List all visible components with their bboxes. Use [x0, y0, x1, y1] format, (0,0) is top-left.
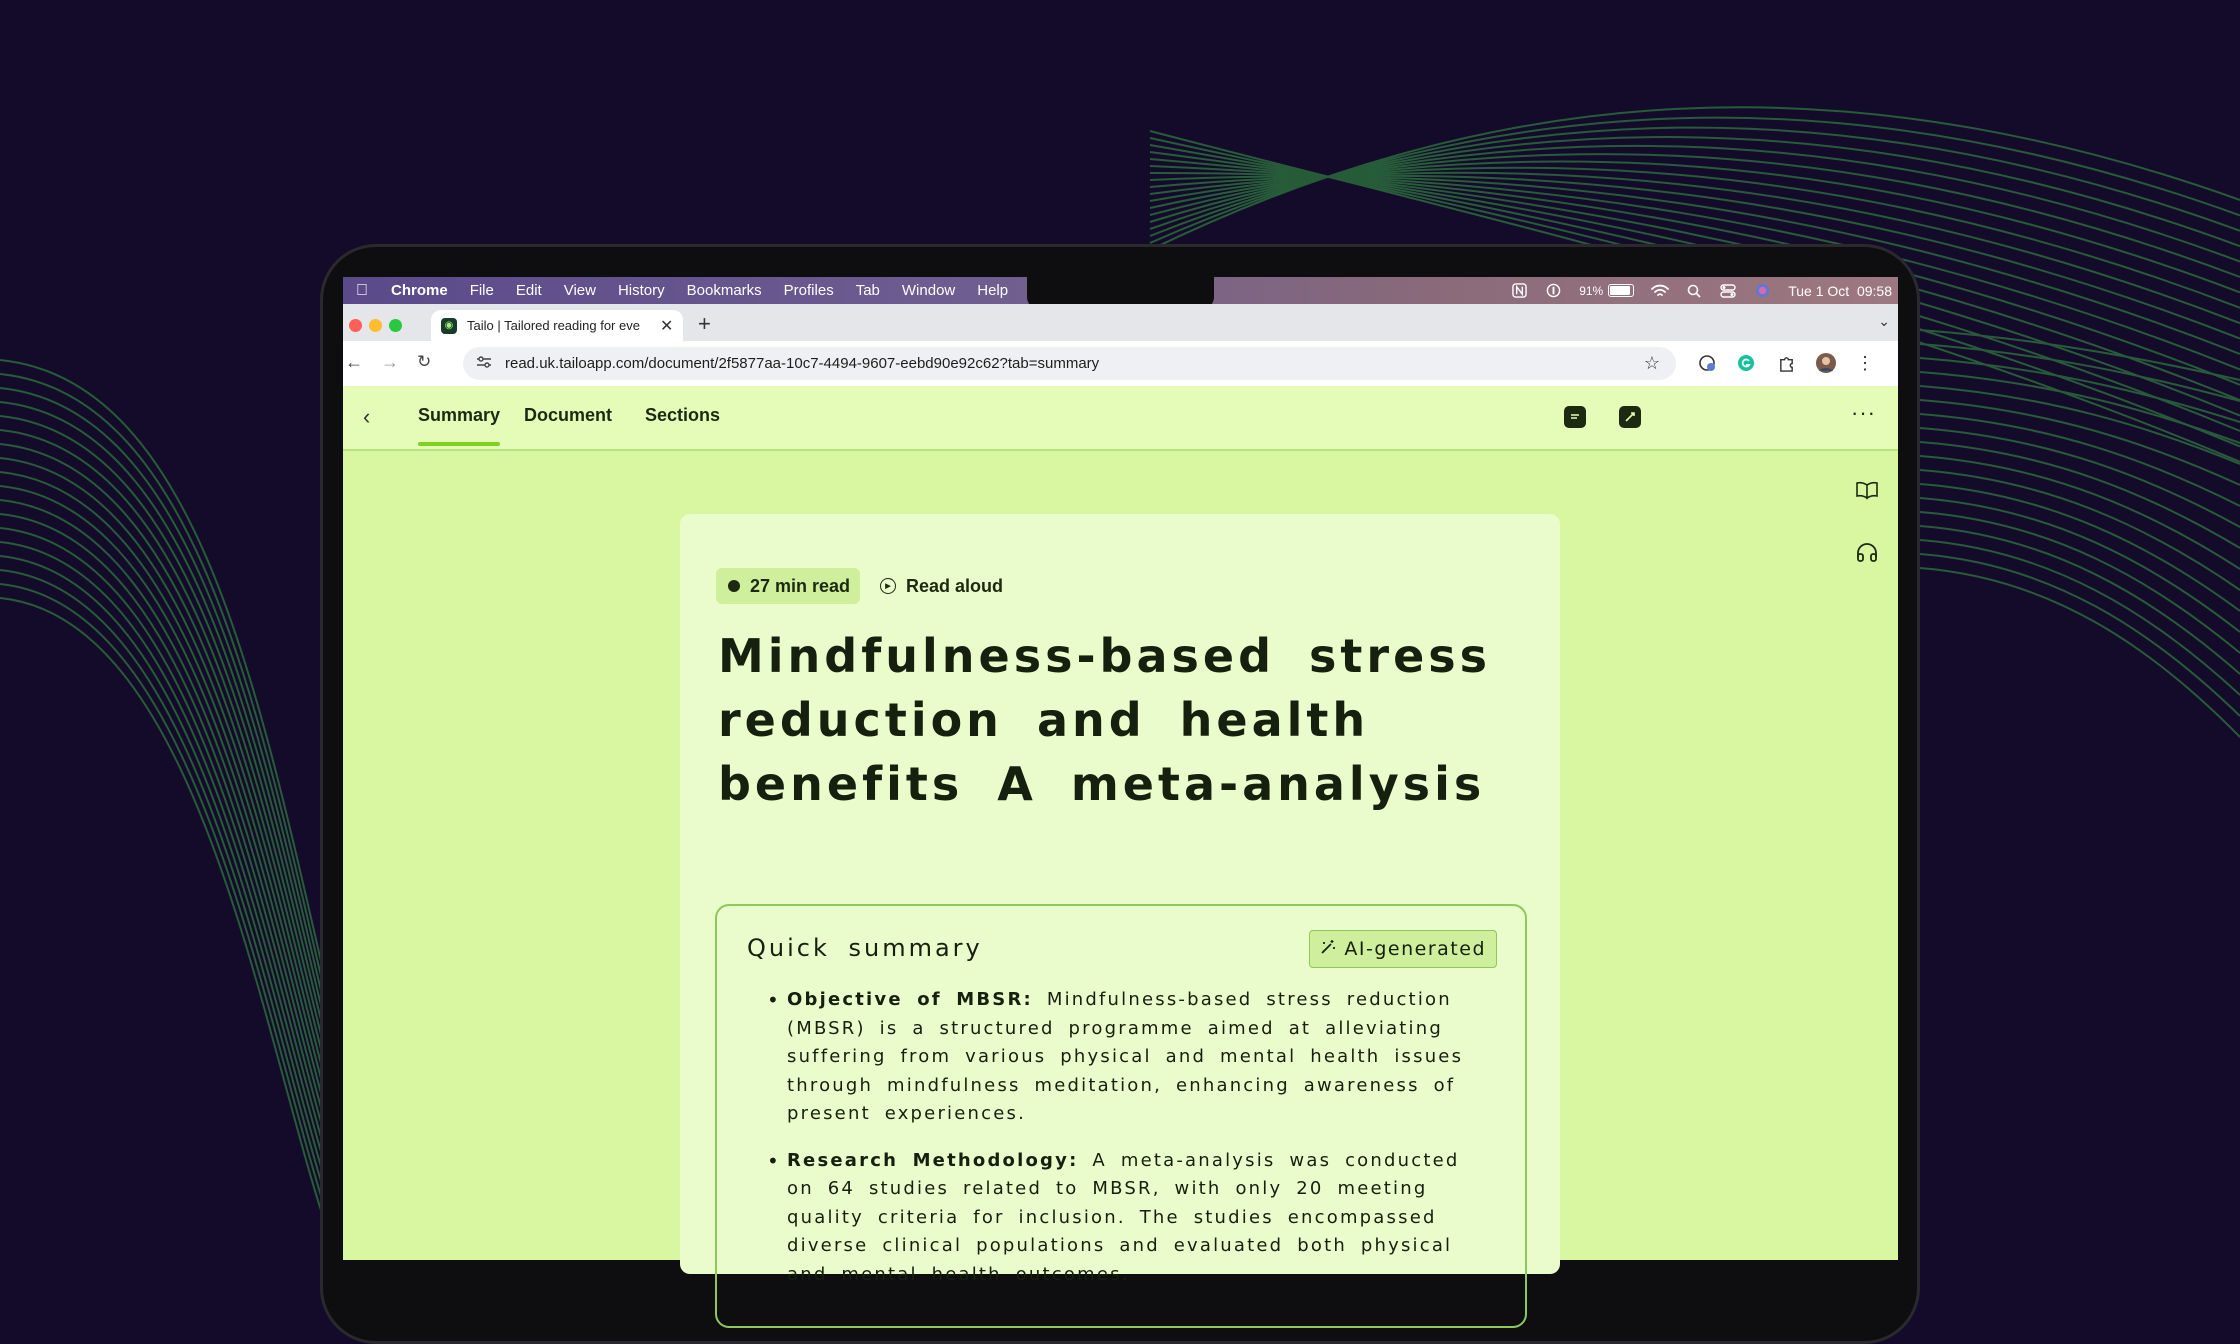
tab-search-chevron-icon[interactable]: ⌄	[1878, 313, 1890, 329]
quick-summary-panel	[715, 904, 1527, 1328]
new-tab-icon[interactable]: +	[698, 311, 711, 336]
read-time-badge	[716, 568, 860, 604]
bullet-text: A meta-analysis was conducted on 64 studies related to MBSR, with only 20 meeting quality criteria for inclusion. The studies encompassed diverse clinical populations and evaluated both physical and mental health outcomes.	[787, 1149, 1460, 1285]
extension-badge-icon[interactable]	[1697, 353, 1717, 373]
audio-headphones-icon[interactable]	[1854, 539, 1880, 565]
apple-icon[interactable]	[353, 282, 371, 300]
forward-arrow-icon[interactable]: →	[381, 352, 399, 372]
siri-icon[interactable]	[1754, 283, 1770, 299]
browser-tab-strip	[343, 304, 1898, 341]
window-minimize-button[interactable]	[369, 319, 382, 332]
menu-app-name[interactable]: Chrome	[391, 282, 448, 299]
menu-tab[interactable]: Tab	[855, 282, 880, 299]
bookmark-star-icon[interactable]: ☆	[1643, 353, 1660, 373]
tab-summary[interactable]: Summary	[418, 405, 501, 425]
browser-tab-active[interactable]	[431, 310, 683, 341]
menu-view[interactable]: View	[563, 282, 596, 299]
read-time-text: 27 min read	[750, 575, 851, 596]
control-center-icon[interactable]	[1720, 283, 1736, 299]
extensions-puzzle-icon[interactable]	[1776, 353, 1796, 373]
tab-title: Tailo | Tailored reading for eve	[467, 318, 640, 333]
document-card	[680, 514, 1560, 1285]
window-zoom-button[interactable]	[389, 319, 402, 332]
read-aloud-label: Read aloud	[906, 575, 1004, 596]
summary-bullet-list	[767, 986, 1497, 1307]
list-item	[787, 1147, 1497, 1290]
menu-edit[interactable]: Edit	[515, 282, 542, 299]
tab-document[interactable]: Document	[524, 405, 613, 425]
read-aloud-button[interactable]	[880, 568, 1003, 604]
ai-generated-badge	[1309, 930, 1497, 968]
battery-icon	[1608, 284, 1634, 297]
bullet-label: Objective of MBSR:	[787, 989, 1033, 1010]
ai-generated-label: AI-generated	[1344, 938, 1486, 960]
list-item	[787, 986, 1497, 1129]
spotlight-search-icon[interactable]	[1686, 283, 1702, 299]
tab-sections[interactable]: Sections	[645, 405, 721, 425]
battery-status[interactable]	[1579, 284, 1634, 298]
menu-profiles[interactable]: Profiles	[783, 282, 834, 299]
browser-toolbar	[343, 341, 1898, 387]
back-arrow-icon[interactable]: ←	[345, 352, 363, 372]
play-icon: ▶	[880, 578, 896, 594]
reader-book-icon[interactable]	[1854, 477, 1880, 503]
menu-help[interactable]: Help	[977, 282, 1009, 299]
document-title: Mindfulness-based stress reduction and health benefits A meta-analysis	[718, 629, 1492, 811]
more-options-icon[interactable]: ···	[1851, 400, 1876, 425]
menu-history[interactable]: History	[617, 282, 665, 299]
chat-icon[interactable]	[1564, 406, 1586, 428]
menu-bar-status	[1511, 277, 1892, 304]
quick-summary-heading: Quick summary	[747, 934, 983, 962]
battery-percent: 91%	[1579, 283, 1604, 298]
back-chevron-icon[interactable]: ‹	[363, 404, 371, 429]
tab-close-icon[interactable]: ✕	[660, 317, 674, 335]
bullet-label: Research Methodology:	[787, 1149, 1079, 1171]
edit-icon[interactable]	[1619, 406, 1641, 428]
reload-icon[interactable]: ↻	[417, 352, 432, 371]
wifi-icon[interactable]	[1652, 283, 1668, 299]
bullet-text: Mindfulness-based stress reduction (MBSR) is a structured programme aimed at alleviating suffering from various physical and mental health issues through mindfulness meditation, enhancing awareness of present experiences.	[787, 989, 1464, 1124]
window-close-button[interactable]	[349, 319, 362, 332]
clock-icon	[728, 580, 740, 592]
laptop-screen	[343, 277, 1898, 1285]
magic-wand-icon	[1320, 938, 1336, 960]
menu-file[interactable]: File	[469, 282, 494, 299]
menu-clock[interactable]: Tue 1 Oct 09:58	[1788, 282, 1892, 299]
notion-icon[interactable]	[1511, 283, 1527, 299]
password-icon[interactable]	[1545, 283, 1561, 299]
browser-menu-icon[interactable]: ⋮	[1856, 352, 1874, 373]
url-text[interactable]: read.uk.tailoapp.com/document/2f5877aa-10c7-4494-9607-eebd90e92c62?tab=summary	[505, 355, 1100, 372]
profile-avatar[interactable]	[1816, 353, 1836, 373]
menu-bookmarks[interactable]: Bookmarks	[686, 282, 762, 299]
menu-window[interactable]: Window	[901, 282, 956, 299]
app-header	[343, 386, 1898, 451]
address-bar[interactable]	[463, 347, 1676, 380]
tailo-favicon-icon: ◉	[441, 318, 457, 334]
site-settings-icon[interactable]	[477, 356, 491, 371]
grammarly-icon[interactable]	[1736, 353, 1756, 373]
